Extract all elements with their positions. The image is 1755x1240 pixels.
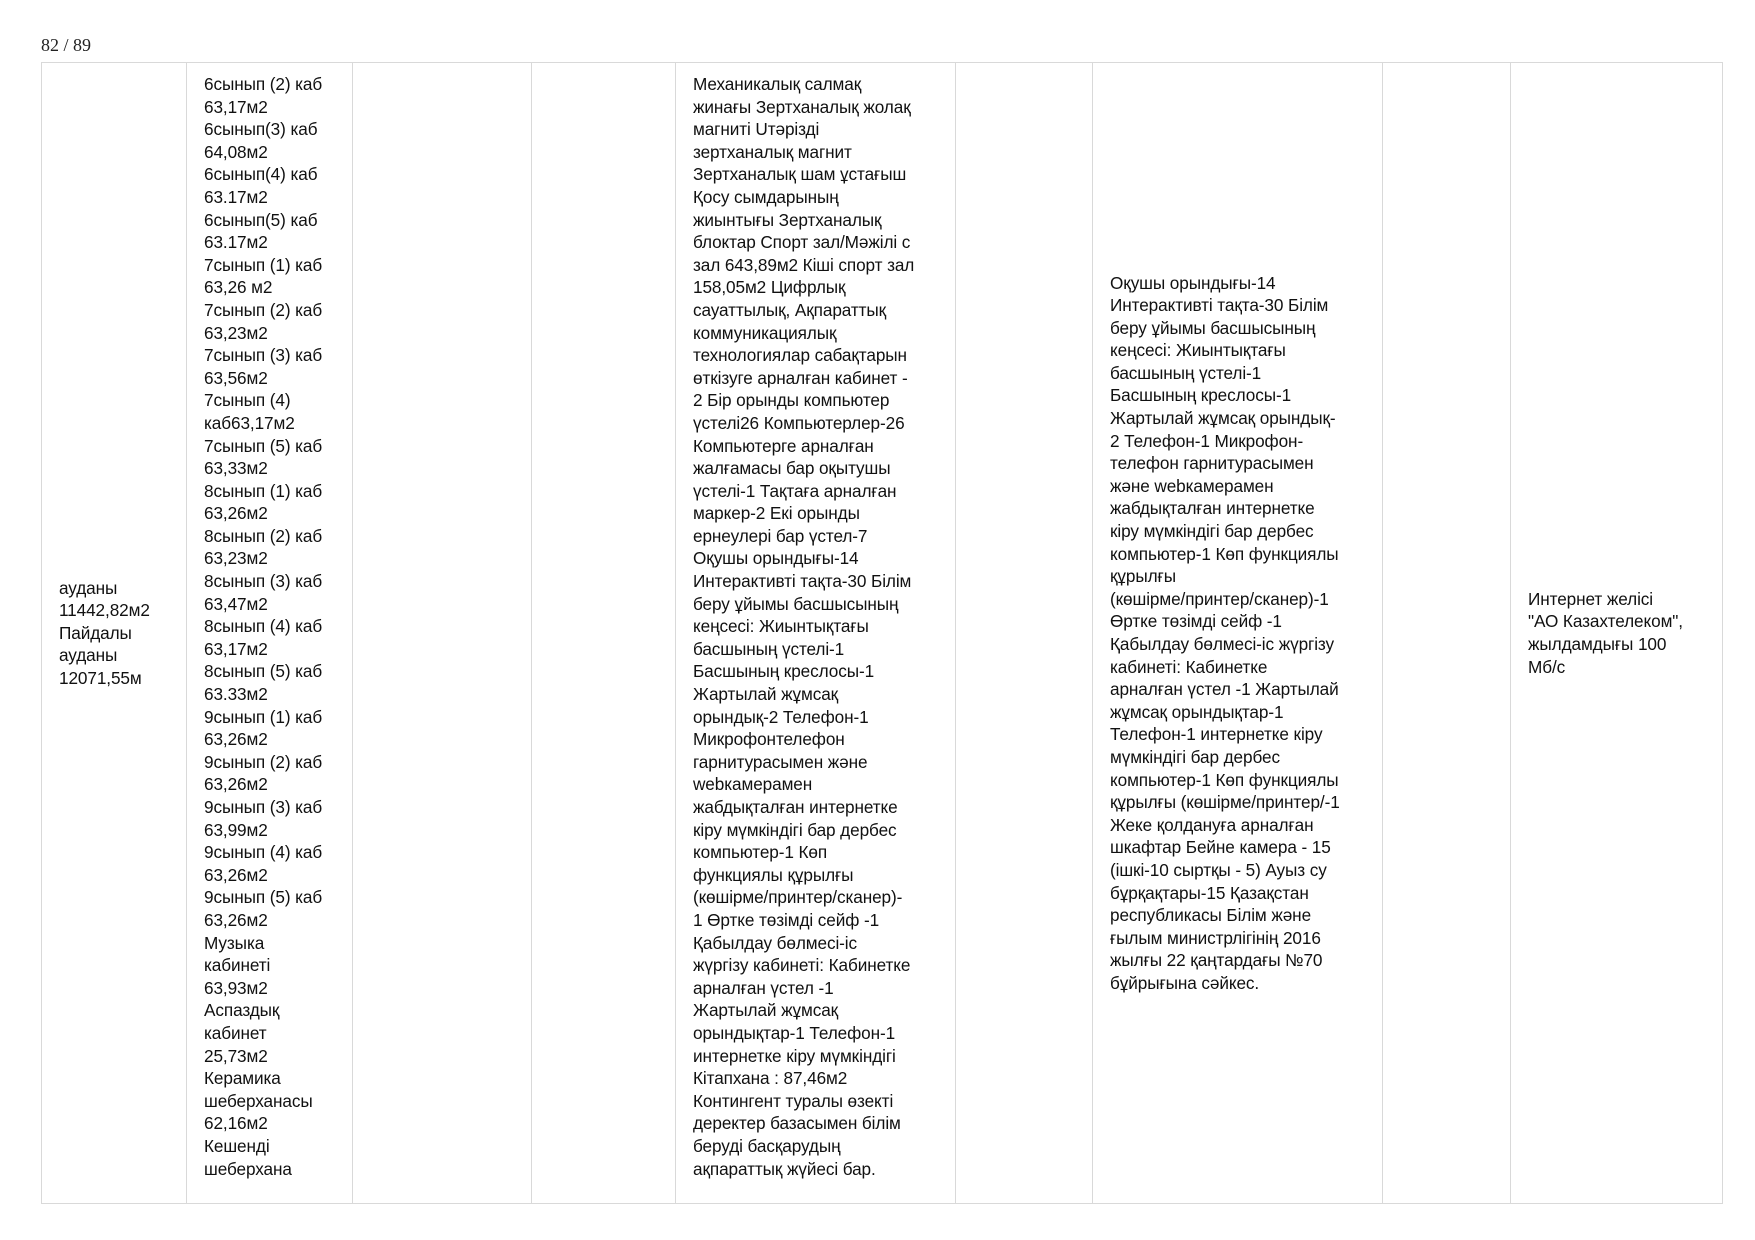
empty-cell-6 xyxy=(956,63,1093,1204)
area-cell: ауданы 11442,82м2 Пайдалы ауданы 12071,55м xyxy=(42,63,187,1204)
empty-cell-3 xyxy=(353,63,532,1204)
table-row xyxy=(42,63,1723,1204)
equipment-cell: Механикалық салмақ жинағы Зертханалық жолақ магниті Uтәрізді зертханалық магнит Зертханалық шам ұстағыш Қосу сымдарының жиынтығы Зертханалық блоктар Спорт зал/Мәжілі с зал 643,89м2 Кіші спорт зал 158,05м2 Цифрлық сауаттылық, Ақпараттық коммуникациялық технологиялар сабақтарын өткізуге арналған кабинет - 2 Бір орынды компьютер үстелі26 Компьютерлер-26 Компьютерге арналған жалғамасы бар оқытушы үстелі-1 Тақтаға арналған маркер-2 Екі орынды ернеулері бар үстел-7 Оқушы орындығы-14 Интерактивті тақта-30 Білім беру ұйымы басшысының кеңсесі: Жиынтықтағы басшының үстелі-1 Басшының креслосы-1 Жартылай жұмсақ орындық-2 Телефон-1 Микрофонтелефон гарнитурасымен және webкамерамен жабдықталған интернетке кіру мүмкіндігі бар дербес компьютер-1 Көп функциялы құрылғы (көшірме/принтер/сканер)- 1 Өртке төзімді сейф -1 Қабылдау бөлмесі-іс жүргізу кабинеті: Кабинетке арналған үстел -1 Жартылай жұмсақ орындықтар-1 Телефон-1 интернетке кіру мүмкіндігі Кітапхана : 87,46м2 Контингент туралы өзекті деректер базасымен білім беруді басқарудың ақпараттық жүйесі бар. xyxy=(676,63,956,1204)
classrooms-cell: 6сынып (2) каб 63,17м2 6сынып(3) каб 64,08м2 6сынып(4) каб 63.17м2 6сынып(5) каб 63.17м2 7сынып (1) каб 63,26 м2 7сынып (2) каб 63,23м2 7сынып (3) каб 63,56м2 7сынып (4) каб63,17м2 7сынып (5) каб 63,33м2 8сынып (1) каб 63,26м2 8сынып (2) каб 63,23м2 8сынып (3) каб 63,47м2 8сынып (4) каб 63,17м2 8сынып (5) каб 63.33м2 9сынып (1) каб 63,26м2 9сынып (2) каб 63,26м2 9сынып (3) каб 63,99м2 9сынып (4) каб 63,26м2 9сынып (5) каб 63,26м2 Музыка кабинеті 63,93м2 Аспаздық кабинет 25,73м2 Керамика шеберханасы 62,16м2 Кешенді шеберхана xyxy=(187,63,353,1204)
empty-cell-4 xyxy=(532,63,676,1204)
document-table xyxy=(41,62,1723,1204)
furniture-cell: Оқушы орындығы-14 Интерактивті тақта-30 Білім беру ұйымы басшысының кеңсесі: Жиынтықтағы басшының үстелі-1 Басшының креслосы-1 Жартылай жұмсақ орындық- 2 Телефон-1 Микрофон- телефон гарнитурасымен және webкамерамен жабдықталған интернетке кіру мүмкіндігі бар дербес компьютер-1 Көп функциялы құрылғы (көшірме/принтер/сканер)-1 Өртке төзімді сейф -1 Қабылдау бөлмесі-іс жүргізу кабинеті: Кабинетке арналған үстел -1 Жартылай жұмсақ орындықтар-1 Телефон-1 интернетке кіру мүмкіндігі бар дербес компьютер-1 Көп функциялы құрылғы (көшірме/принтер/-1 Жеке қолдануға арналған шкафтар Бейне камера - 15 (ішкі-10 сыртқы - 5) Ауыз су бұрқақтары-15 Қазақстан республикасы Білім және ғылым министрлігінің 2016 жылғы 22 қаңтардағы №70 бұйрығына сәйкес. xyxy=(1093,63,1383,1204)
page-number: 82 / 89 xyxy=(41,35,92,55)
empty-cell-8 xyxy=(1383,63,1511,1204)
internet-cell: Интернет желісі "АО Казахтелеком", жылдамдығы 100 Мб/с xyxy=(1511,63,1723,1204)
